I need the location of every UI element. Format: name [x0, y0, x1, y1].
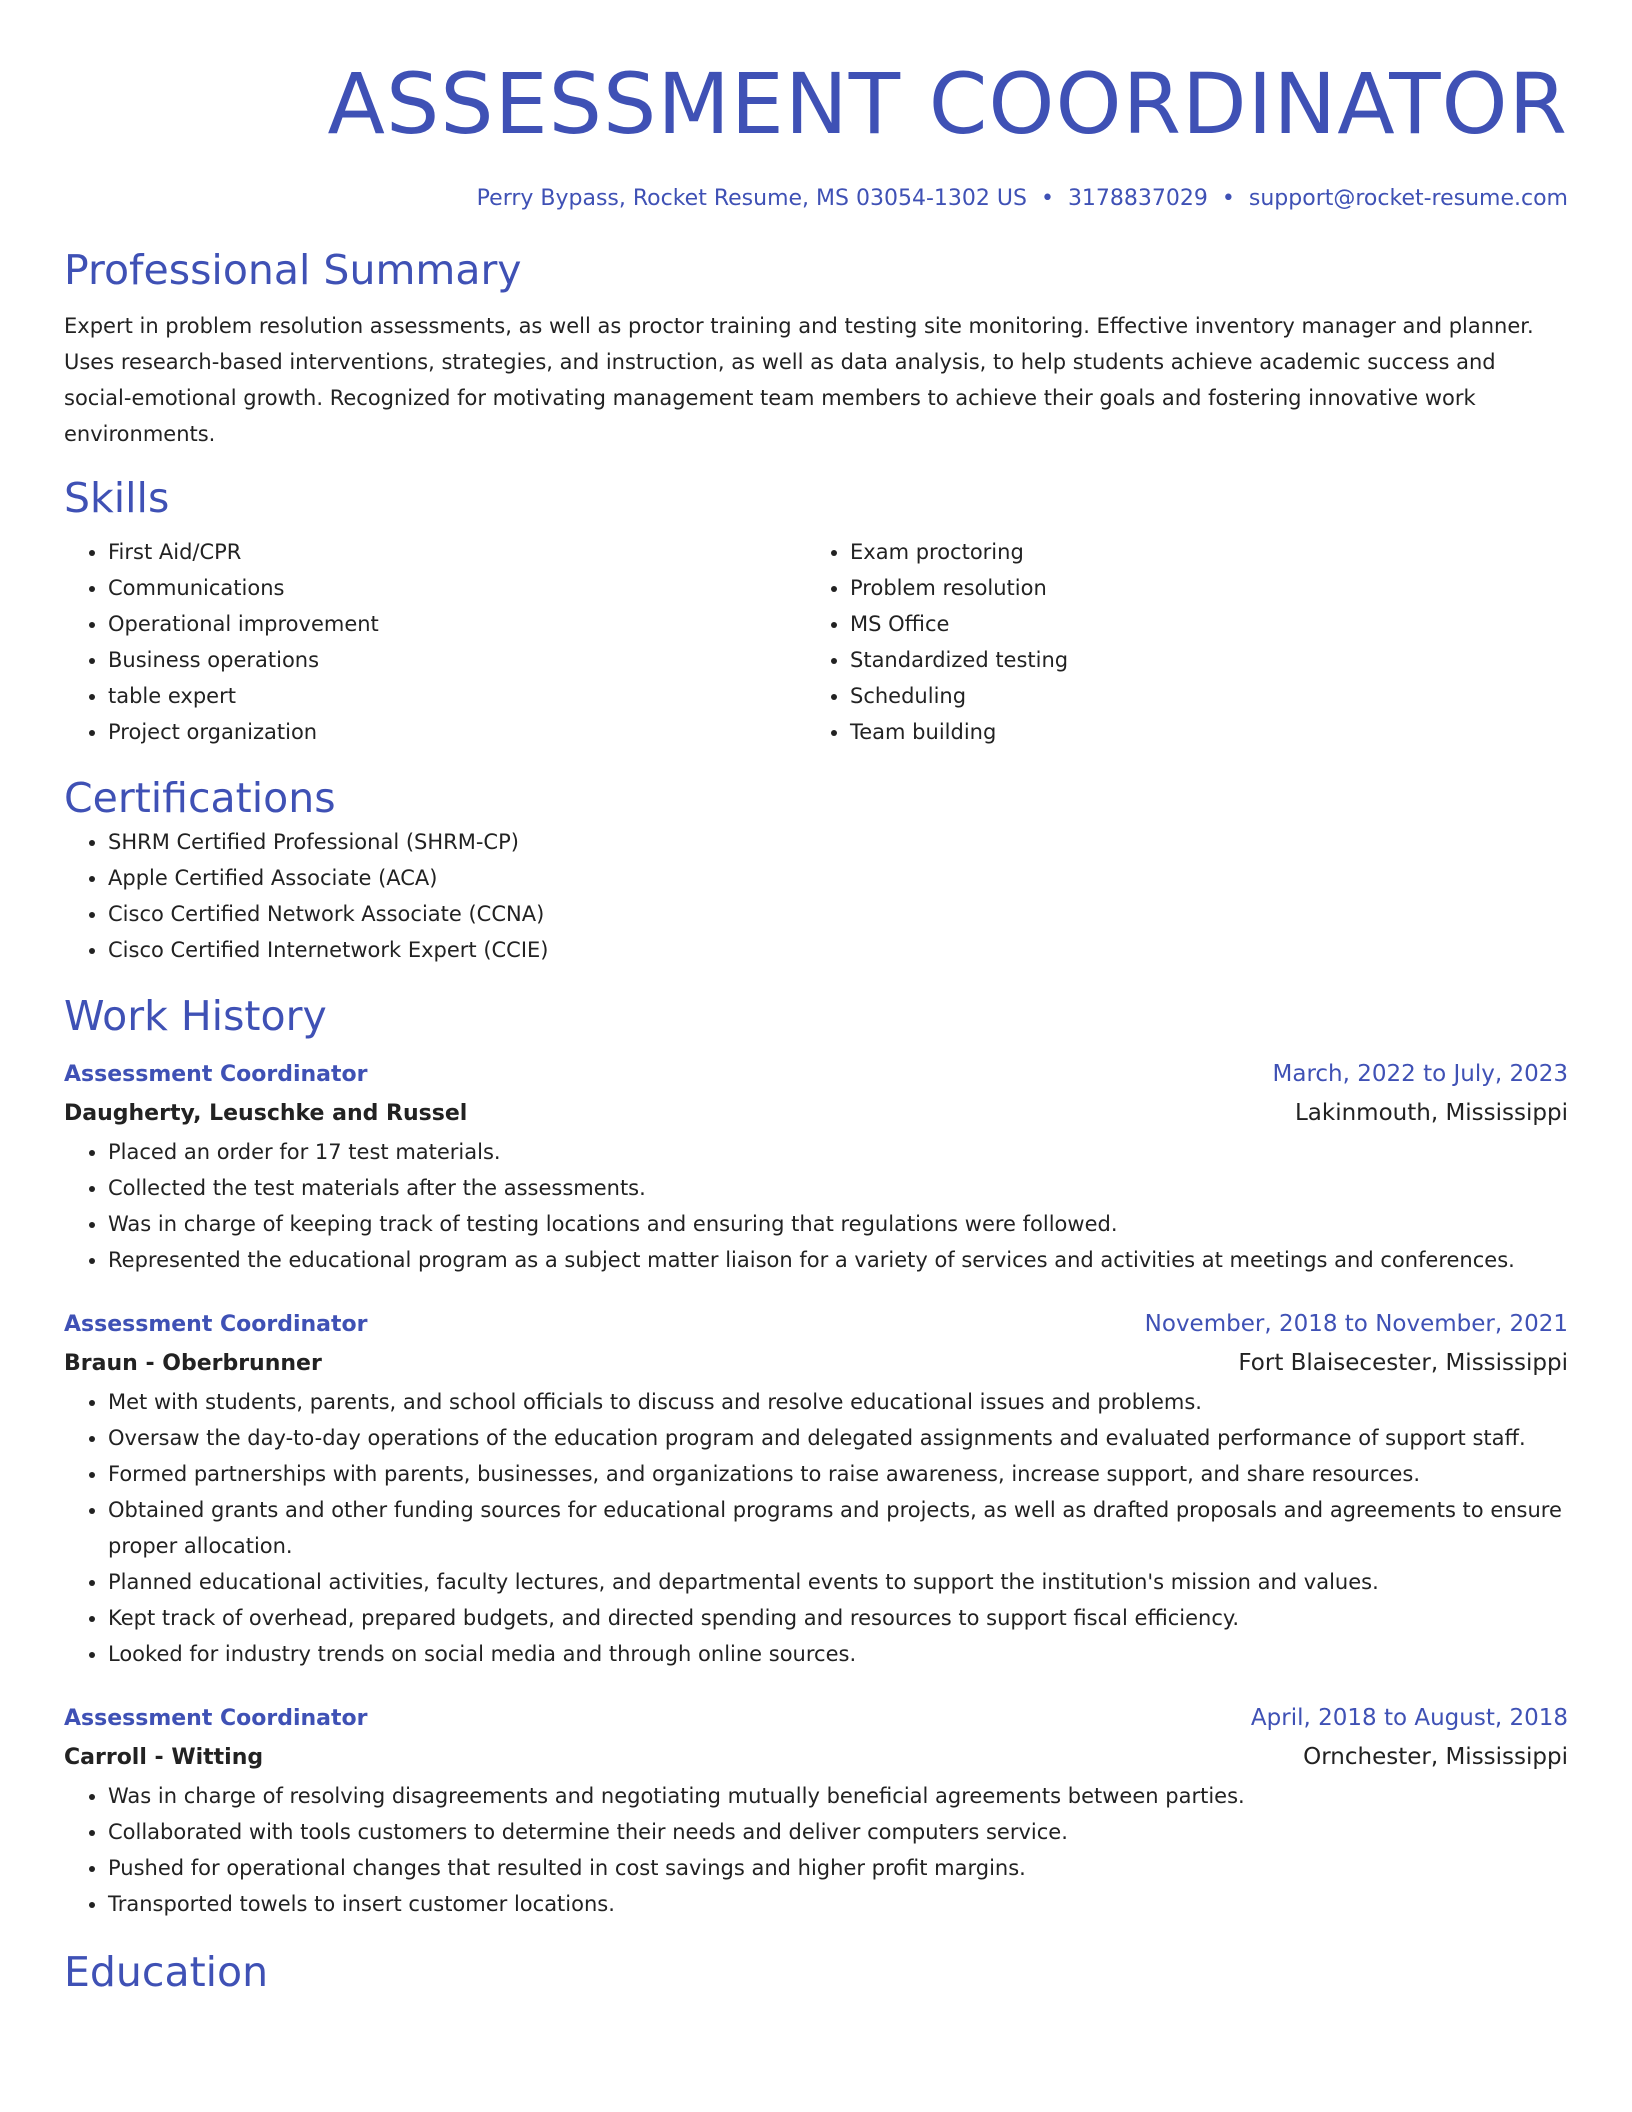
job-duty: • Obtained grants and other funding sources for educational programs and projects, as well as drafted proposals and agreements to ensure proper allocation.	[108, 1492, 1568, 1564]
contact-address: Perry Bypass, Rocket Resume, MS 03054-1302 US	[476, 186, 1027, 211]
job-location: Ornchester, Mississippi	[1303, 1744, 1568, 1770]
skill-item: • MS Office	[850, 606, 1548, 642]
job-company: Daugherty, Leuschke and Russel	[64, 1101, 468, 1126]
certifications-heading: Certifications	[64, 774, 336, 822]
certification-item: • SHRM Certified Professional (SHRM-CP)	[108, 824, 1568, 860]
job-dates: April, 2018 to August, 2018	[1250, 1705, 1568, 1731]
job-location: Lakinmouth, Mississippi	[1294, 1100, 1568, 1126]
job-title: Assessment Coordinator	[64, 1706, 368, 1731]
certifications-list	[64, 824, 1568, 968]
skill-item: • table expert	[108, 678, 806, 714]
certification-item: • Cisco Certified Network Associate (CCNA)	[108, 896, 1568, 932]
job-duty: • Was in charge of keeping track of testing locations and ensuring that regulations were followed.	[108, 1206, 1568, 1242]
job-company-row	[64, 1343, 1568, 1384]
job-location: Fort Blaisecester, Mississippi	[1238, 1350, 1568, 1376]
job-duty: • Represented the educational program as a subject matter liaison for a variety of services and activities at meetings and conferences.	[108, 1242, 1568, 1278]
job-dates: November, 2018 to November, 2021	[1144, 1311, 1568, 1337]
skill-item: • Operational improvement	[108, 606, 806, 642]
job-duty: • Pushed for operational changes that resulted in cost savings and higher profit margins.	[108, 1850, 1568, 1886]
contact-separator: •	[1040, 186, 1054, 211]
education-heading: Education	[64, 1948, 269, 1996]
contact-separator: •	[1221, 186, 1235, 211]
certification-item: • Apple Certified Associate (ACA)	[108, 860, 1568, 896]
job-header-row	[64, 1056, 1568, 1093]
skill-item: • Scheduling	[850, 678, 1548, 714]
skill-item: • Project organization	[108, 714, 806, 750]
summary-heading: Professional Summary	[64, 246, 522, 294]
skills-list-left	[64, 534, 806, 750]
work-history-section	[64, 990, 1568, 1922]
job-company: Carroll - Witting	[64, 1745, 264, 1770]
job-duty: • Collected the test materials after the assessments.	[108, 1170, 1568, 1206]
skills-section	[64, 472, 1568, 750]
job-duty: • Collaborated with tools customers to determine their needs and deliver computers service.	[108, 1814, 1568, 1850]
skill-item: • Standardized testing	[850, 642, 1548, 678]
job-duty: • Kept track of overhead, prepared budgets, and directed spending and resources to support fiscal efficiency.	[108, 1600, 1568, 1636]
education-section	[64, 1946, 1568, 1998]
job-dates: March, 2022 to July, 2023	[1272, 1061, 1568, 1087]
job-header-row	[64, 1700, 1568, 1737]
job-company-row	[64, 1737, 1568, 1778]
skill-item: • Communications	[108, 570, 806, 606]
job-duty: • Planned educational activities, faculty lectures, and departmental events to support the institution's mission and values.	[108, 1564, 1568, 1600]
certification-item: • Cisco Certified Internetwork Expert (CCIE)	[108, 932, 1568, 968]
job-duty: • Transported towels to insert customer locations.	[108, 1886, 1568, 1922]
contact-line	[64, 184, 1568, 214]
job-entry	[64, 1306, 1568, 1672]
job-duty: • Met with students, parents, and school officials to discuss and resolve educational issues and problems.	[108, 1384, 1568, 1420]
job-title: Assessment Coordinator	[64, 1312, 368, 1337]
work-history-heading: Work History	[64, 992, 327, 1040]
job-company-row	[64, 1093, 1568, 1134]
skill-item: • First Aid/CPR	[108, 534, 806, 570]
skill-item: • Team building	[850, 714, 1548, 750]
job-entry	[64, 1700, 1568, 1922]
job-duty: • Looked for industry trends on social media and through online sources.	[108, 1636, 1568, 1672]
job-duties-list	[64, 1134, 1568, 1278]
skill-item: • Business operations	[108, 642, 806, 678]
job-duties-list	[64, 1384, 1568, 1672]
skills-columns	[64, 534, 1568, 750]
contact-phone: 3178837029	[1067, 186, 1208, 211]
skill-item: • Problem resolution	[850, 570, 1548, 606]
skills-heading: Skills	[64, 474, 170, 522]
summary-text: Expert in problem resolution assessments, as well as proctor training and testing site monitoring. Effective inventory manager and planner. Uses research-based interventions, strategies, and instruction, as well as data analysis, to help students achieve academic success and social-emotional growth. Recognized for motivating management team members to achieve their goals and fostering innovative work environments.	[64, 314, 1534, 446]
job-duty: • Placed an order for 17 test materials.	[108, 1134, 1568, 1170]
job-duties-list	[64, 1778, 1568, 1922]
job-duty: • Formed partnerships with parents, businesses, and organizations to raise awareness, increase support, and share resources.	[108, 1456, 1568, 1492]
job-entry	[64, 1056, 1568, 1278]
job-company: Braun - Oberbrunner	[64, 1351, 322, 1376]
summary-section	[64, 244, 1568, 452]
job-duty: • Oversaw the day-to-day operations of the education program and delegated assignments and evaluated performance of support staff.	[108, 1420, 1568, 1456]
job-header-row	[64, 1306, 1568, 1343]
contact-email: support@rocket-resume.com	[1248, 186, 1568, 211]
resume-name: ASSESSMENT COORDINATOR	[327, 55, 1568, 153]
skills-list-right	[806, 534, 1548, 750]
resume-page	[64, 0, 1568, 1998]
job-title: Assessment Coordinator	[64, 1062, 368, 1087]
certifications-section	[64, 772, 1568, 968]
skill-item: • Exam proctoring	[850, 534, 1548, 570]
job-duty: • Was in charge of resolving disagreements and negotiating mutually beneficial agreements between parties.	[108, 1778, 1568, 1814]
